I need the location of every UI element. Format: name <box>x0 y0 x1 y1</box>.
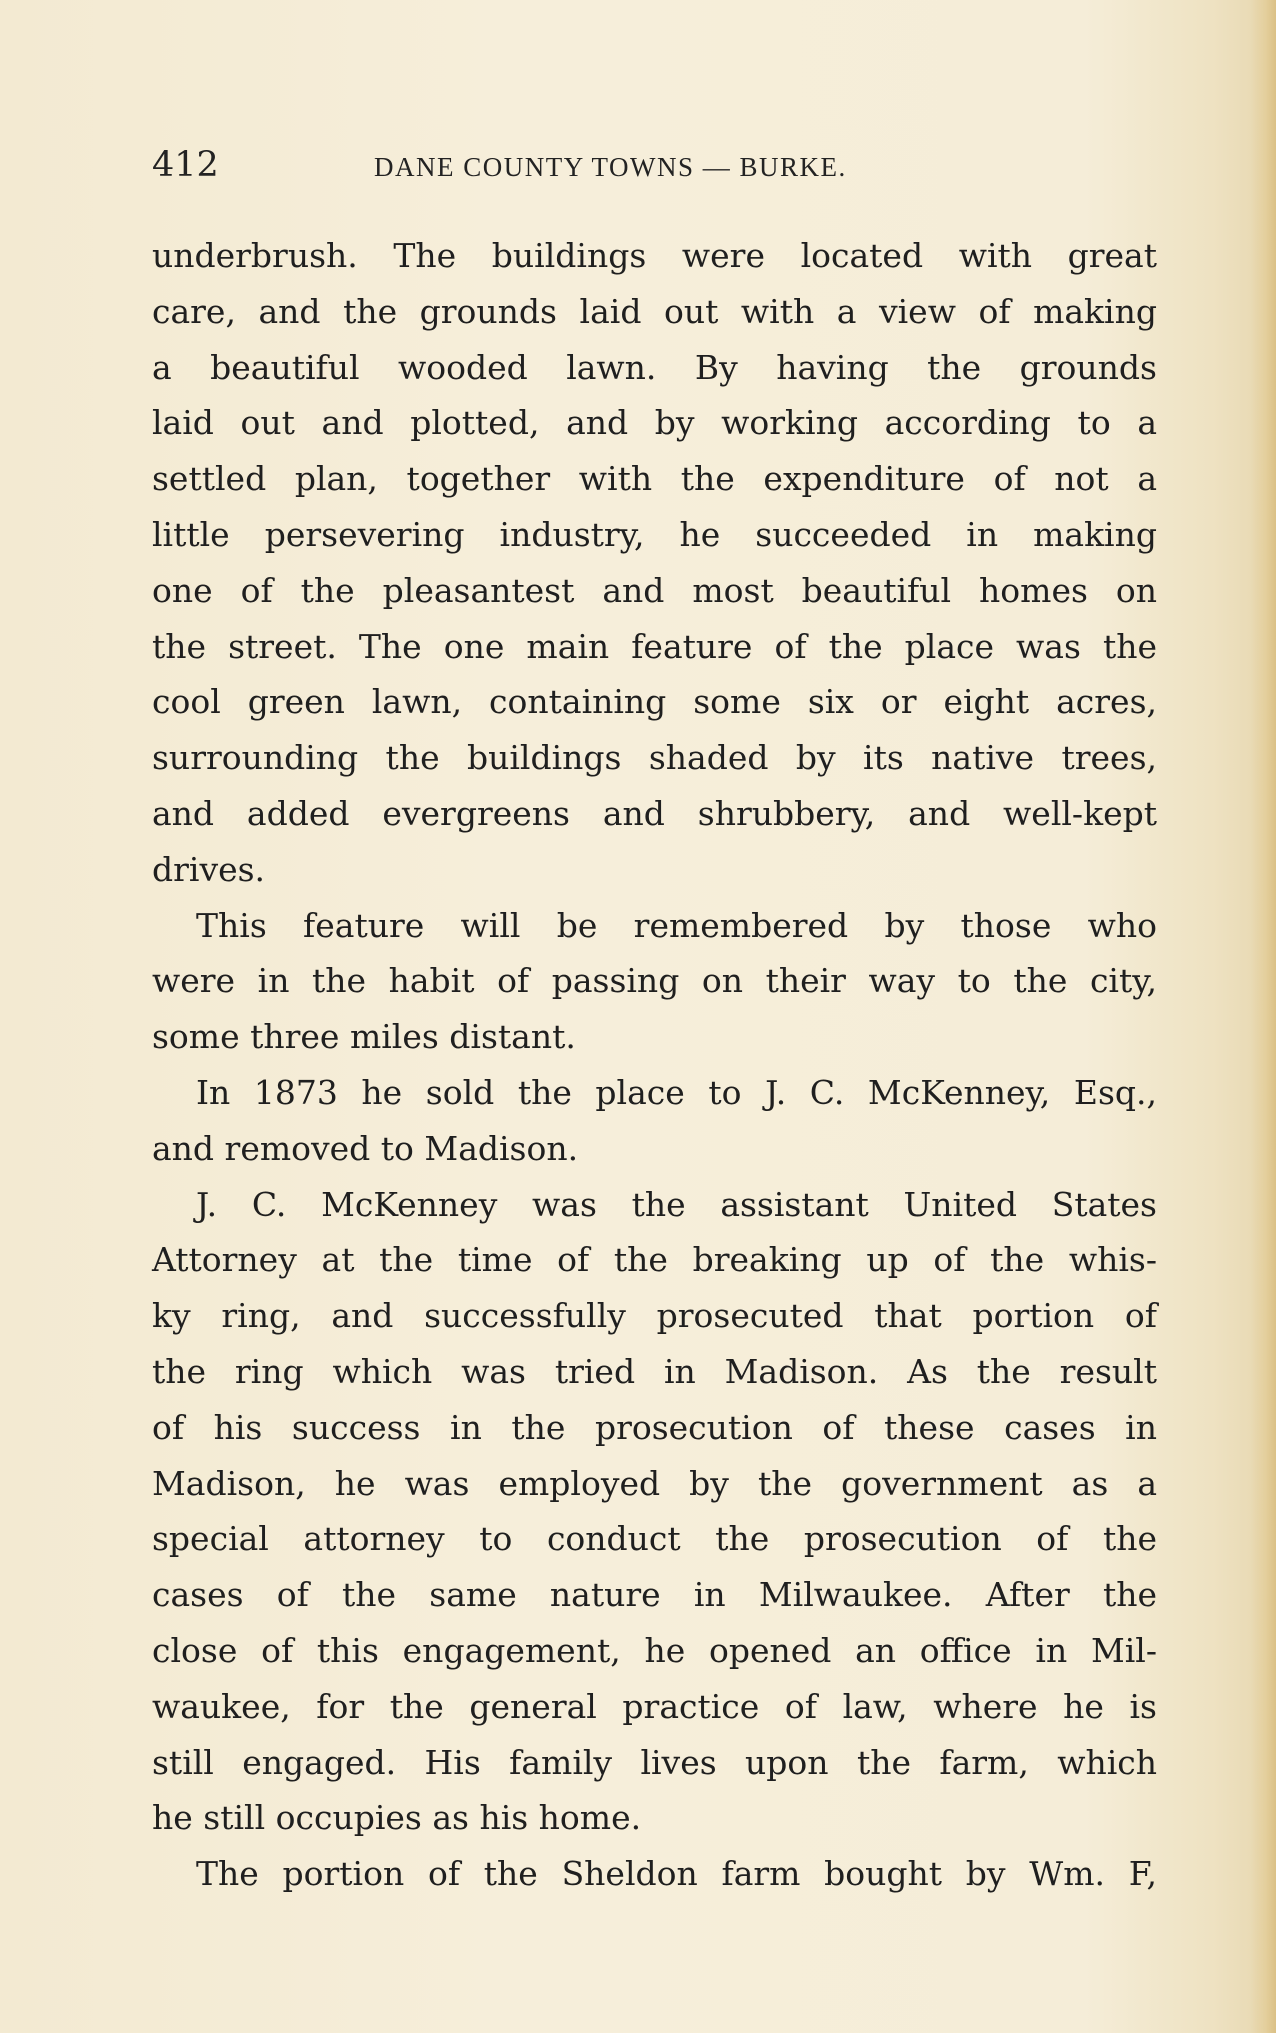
text-line: laid out and plotted, and by working according to a <box>152 403 1157 443</box>
text-line: Madison, he was employed by the government as a <box>152 1463 1157 1503</box>
text-line: waukee, for the general practice of law, where he is <box>152 1686 1157 1726</box>
text-line: underbrush. The buildings were located with great <box>152 236 1157 275</box>
page-number: 412 <box>152 145 219 185</box>
text-line: settled plan, together with the expenditure of not a <box>152 459 1157 499</box>
text-line: In 1873 he sold the place to J. C. McKenney, Esq., <box>196 1072 1157 1112</box>
text-line: cases of the same nature in Milwaukee. After the <box>152 1575 1157 1615</box>
text-line: and added evergreens and shrubbery, and well-kept <box>152 793 1157 833</box>
running-title: DANE COUNTY TOWNS — BURKE. <box>374 152 847 182</box>
text-line: still engaged. His family lives upon the farm, which <box>152 1742 1157 1782</box>
text-line: little persevering industry, he succeeded in making <box>152 514 1157 554</box>
text-line: The portion of the Sheldon farm bought by Wm. F, <box>196 1854 1157 1894</box>
text-line: close of this engagement, he opened an office in Mil- <box>152 1630 1157 1670</box>
text-line: a beautiful wooded lawn. By having the grounds <box>152 347 1157 387</box>
text-line: were in the habit of passing on their way to the city, <box>152 961 1157 1001</box>
text-line: he still occupies as his home. <box>152 1798 642 1838</box>
text-line: the street. The one main feature of the place was the <box>152 626 1157 666</box>
text-line: drives. <box>152 849 266 889</box>
text-line: ky ring, and successfully prosecuted that portion of <box>152 1296 1157 1336</box>
text-line: Attorney at the time of the breaking up of the whis- <box>152 1240 1157 1280</box>
text-line: of his success in the prosecution of these cases in <box>152 1407 1157 1447</box>
text-line: and removed to Madison. <box>152 1128 579 1168</box>
body-text <box>152 228 1157 1902</box>
text-line: cool green lawn, containing some six or eight acres, <box>152 682 1157 722</box>
running-head <box>152 140 1157 190</box>
text-line: surrounding the buildings shaded by its native trees, <box>152 738 1157 778</box>
text-line: care, and the grounds laid out with a view of making <box>152 291 1157 331</box>
text-line: J. C. McKenney was the assistant United States <box>196 1184 1157 1224</box>
text-line: one of the pleasantest and most beautiful homes on <box>152 570 1157 610</box>
text-line: special attorney to conduct the prosecution of the <box>152 1519 1157 1559</box>
text-line: This feature will be remembered by those who <box>196 905 1157 945</box>
text-line: some three miles distant. <box>152 1017 576 1057</box>
page-edge-shadow <box>1250 0 1276 2033</box>
text-line: the ring which was tried in Madison. As the result <box>152 1351 1157 1391</box>
